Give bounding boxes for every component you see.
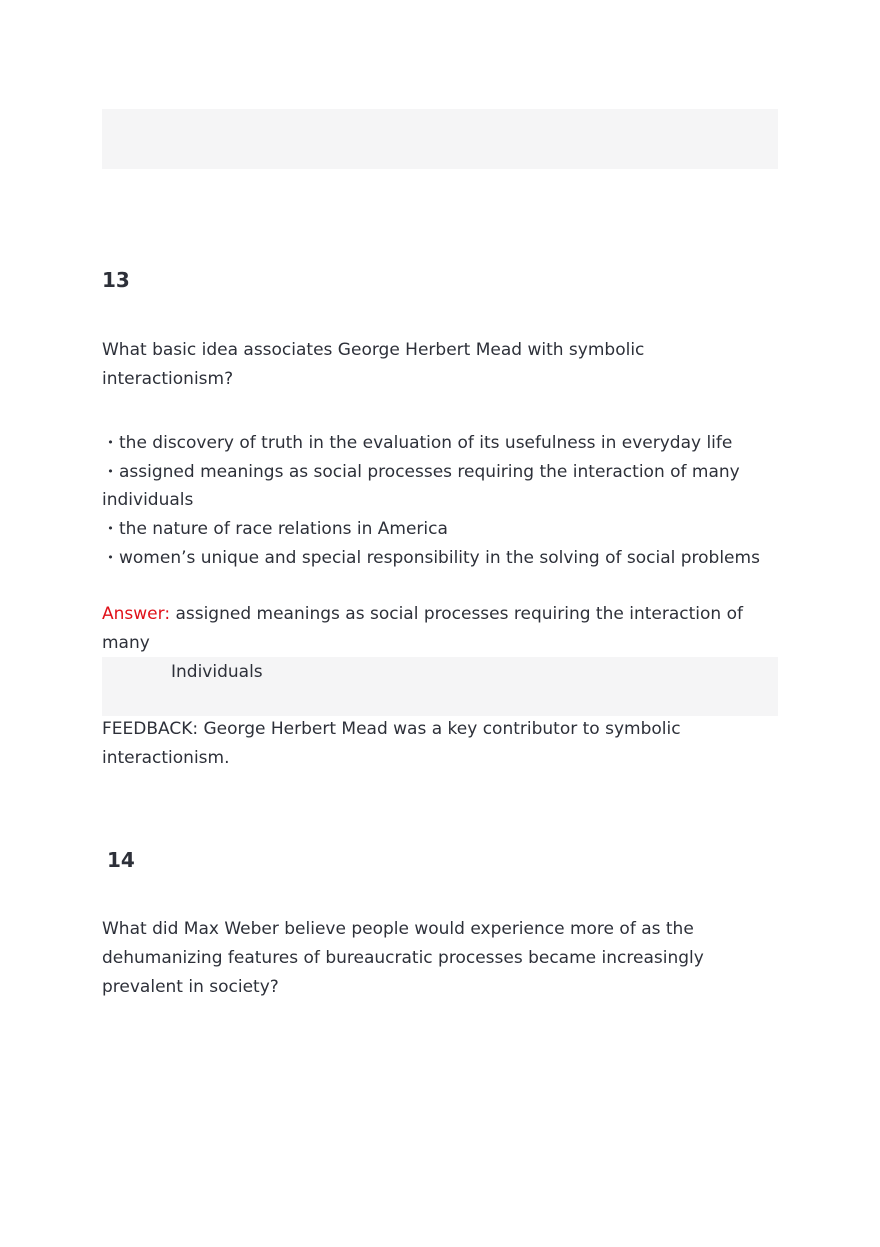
- answer-text: assigned meanings as social processes requiring the interaction of many: [102, 604, 743, 653]
- option-item: [102, 429, 778, 457]
- bullet-icon: •: [107, 522, 114, 535]
- question-13-answer: [102, 600, 778, 658]
- option-text: the nature of race relations in America: [119, 519, 448, 539]
- bullet-icon: •: [107, 465, 114, 478]
- option-text: the discovery of truth in the evaluation of its usefulness in everyday life: [119, 433, 733, 453]
- question-13-feedback: FEEDBACK: George Herbert Mead was a key contributor to symbolic interactionism.: [102, 719, 681, 768]
- option-text: assigned meanings as social processes requiring the interaction of many individuals: [102, 462, 740, 510]
- option-item: [102, 458, 778, 514]
- option-text: women’s unique and special responsibility in the solving of social problems: [119, 548, 760, 568]
- answer-label: Answer:: [102, 604, 171, 624]
- question-14-number: 14: [107, 848, 135, 872]
- question-13-options: [102, 429, 778, 572]
- answer-text-continued: Individuals: [171, 662, 263, 682]
- bullet-icon: •: [107, 551, 114, 564]
- bullet-icon: •: [107, 436, 114, 449]
- option-item: [102, 515, 778, 543]
- question-13-text: What basic idea associates George Herbert Mead with symbolic interactionism?: [102, 340, 645, 389]
- question-14-text: What did Max Weber believe people would experience more of as the dehumanizing features of bureaucratic processes became increasingly prevalent in society?: [102, 919, 704, 997]
- top-shaded-block: [102, 109, 778, 169]
- question-13-number: 13: [102, 268, 130, 292]
- option-item: [102, 544, 778, 572]
